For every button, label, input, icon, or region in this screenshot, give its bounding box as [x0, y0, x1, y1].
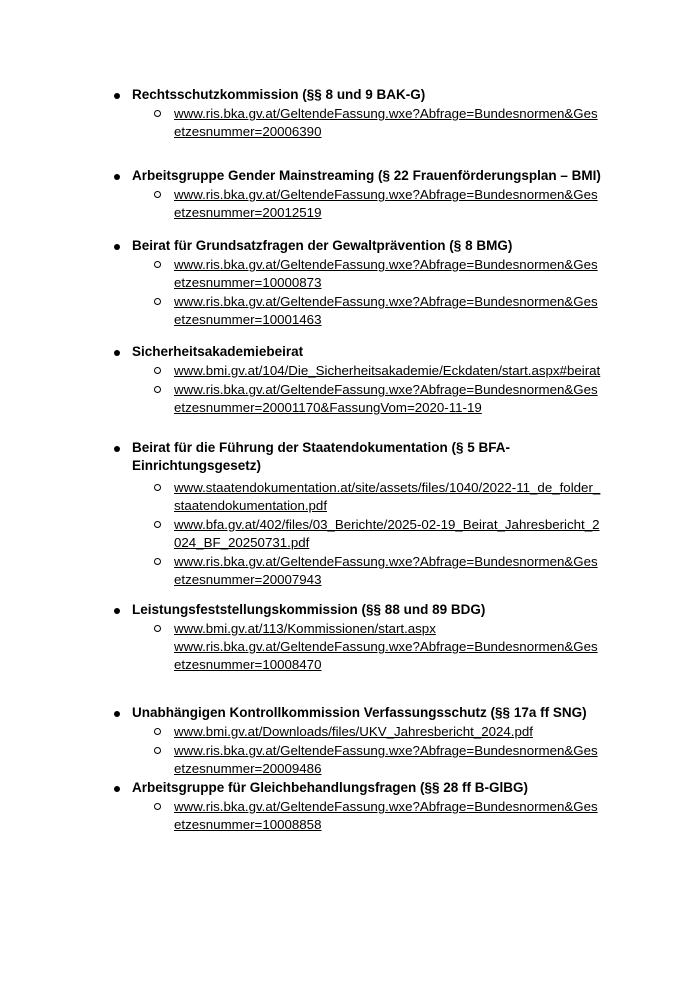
section-title: Beirat für die Führung der Staatendokumentation (§ 5 BFA-Einrichtungsgesetz) — [132, 440, 511, 473]
list-item — [112, 516, 632, 552]
bullet-icon — [114, 244, 120, 250]
section-title: Leistungsfeststellungskommission (§§ 88 und 89 BDG) — [132, 602, 486, 617]
link-list — [112, 105, 632, 141]
circle-bullet-icon — [154, 367, 161, 374]
link[interactable]: www.ris.bka.gv.at/GeltendeFassung.wxe?Abfrage=Bundesnormen&Gesetzesnummer=10008858 — [174, 799, 598, 832]
bullet-icon — [114, 350, 120, 356]
link[interactable]: www.ris.bka.gv.at/GeltendeFassung.wxe?Abfrage=Bundesnormen&Gesetzesnummer=10008470 — [174, 639, 598, 672]
circle-bullet-icon — [154, 110, 161, 117]
bullet-icon — [114, 608, 120, 614]
list-item — [112, 479, 632, 515]
circle-bullet-icon — [154, 298, 161, 305]
section-title: Sicherheitsakademiebeirat — [132, 344, 304, 359]
bullet-icon — [114, 711, 120, 717]
circle-bullet-icon — [154, 261, 161, 268]
list-item — [112, 798, 632, 834]
section-gleichbehandlungsfragen — [112, 779, 632, 834]
link[interactable]: www.ris.bka.gv.at/GeltendeFassung.wxe?Abfrage=Bundesnormen&Gesetzesnummer=10001463 — [174, 294, 598, 327]
link[interactable]: www.ris.bka.gv.at/GeltendeFassung.wxe?Abfrage=Bundesnormen&Gesetzesnummer=20009486 — [174, 743, 598, 776]
link[interactable]: www.staatendokumentation.at/site/assets/files/1040/2022-11_de_folder_staatendokumentation.pdf — [174, 480, 601, 513]
list-item — [112, 186, 632, 222]
bullet-icon — [114, 446, 120, 452]
list-item — [112, 553, 632, 589]
link-list — [112, 798, 632, 834]
list-item — [112, 362, 632, 380]
section-title: Beirat für Grundsatzfragen der Gewaltprävention (§ 8 BMG) — [132, 238, 513, 253]
bullet-icon — [114, 174, 120, 180]
link-list — [112, 723, 632, 778]
section-title: Arbeitsgruppe für Gleichbehandlungsfragen (§§ 28 ff B-GlBG) — [132, 780, 529, 795]
circle-bullet-icon — [154, 625, 161, 632]
circle-bullet-icon — [154, 484, 161, 491]
link-list — [112, 186, 632, 222]
section-gender-mainstreaming — [112, 167, 632, 222]
list-item — [112, 742, 632, 778]
section-rechtsschutzkommission — [112, 86, 632, 141]
section-title: Arbeitsgruppe Gender Mainstreaming (§ 22 Frauenförderungsplan – BMI) — [132, 168, 601, 183]
circle-bullet-icon — [154, 191, 161, 198]
link-list — [112, 256, 632, 329]
circle-bullet-icon — [154, 386, 161, 393]
bullet-icon — [114, 786, 120, 792]
circle-bullet-icon — [154, 747, 161, 754]
link[interactable]: www.bmi.gv.at/113/Kommissionen/start.aspx — [174, 621, 436, 636]
link[interactable]: www.ris.bka.gv.at/GeltendeFassung.wxe?Abfrage=Bundesnormen&Gesetzesnummer=20007943 — [174, 554, 598, 587]
section-staatendokumentation — [112, 439, 632, 589]
circle-bullet-icon — [154, 803, 161, 810]
link-list — [112, 362, 632, 417]
section-gewaltpraevention — [112, 237, 632, 329]
link-list — [112, 620, 632, 638]
list-item — [112, 723, 632, 741]
circle-bullet-icon — [154, 558, 161, 565]
section-sicherheitsakademiebeirat — [112, 343, 632, 417]
link[interactable]: www.ris.bka.gv.at/GeltendeFassung.wxe?Abfrage=Bundesnormen&Gesetzesnummer=20006390 — [174, 106, 598, 139]
link[interactable]: www.bfa.gv.at/402/files/03_Berichte/2025-02-19_Beirat_Jahresbericht_2024_BF_20250731.pdf — [174, 517, 600, 550]
list-item — [112, 620, 632, 638]
link[interactable]: www.bmi.gv.at/104/Die_Sicherheitsakademie/Eckdaten/start.aspx#beirat — [174, 363, 601, 378]
list-item — [112, 105, 632, 141]
section-title: Rechtsschutzkommission (§§ 8 und 9 BAK-G) — [132, 87, 426, 102]
section-leistungsfeststellungskommission — [112, 601, 632, 674]
link[interactable]: www.ris.bka.gv.at/GeltendeFassung.wxe?Abfrage=Bundesnormen&Gesetzesnummer=20012519 — [174, 187, 598, 220]
list-item — [112, 256, 632, 292]
section-kontrollkommission-verfassungsschutz — [112, 704, 632, 778]
link[interactable]: www.bmi.gv.at/Downloads/files/UKV_Jahresbericht_2024.pdf — [174, 724, 533, 739]
circle-bullet-icon — [154, 521, 161, 528]
section-title: Unabhängigen Kontrollkommission Verfassungsschutz (§§ 17a ff SNG) — [132, 705, 587, 720]
link[interactable]: www.ris.bka.gv.at/GeltendeFassung.wxe?Abfrage=Bundesnormen&Gesetzesnummer=20001170&FassungVom=2020-11-19 — [174, 382, 598, 415]
link-list — [112, 479, 632, 589]
list-item — [112, 381, 632, 417]
bullet-icon — [114, 93, 120, 99]
list-item — [112, 293, 632, 329]
circle-bullet-icon — [154, 728, 161, 735]
link[interactable]: www.ris.bka.gv.at/GeltendeFassung.wxe?Abfrage=Bundesnormen&Gesetzesnummer=10000873 — [174, 257, 598, 290]
